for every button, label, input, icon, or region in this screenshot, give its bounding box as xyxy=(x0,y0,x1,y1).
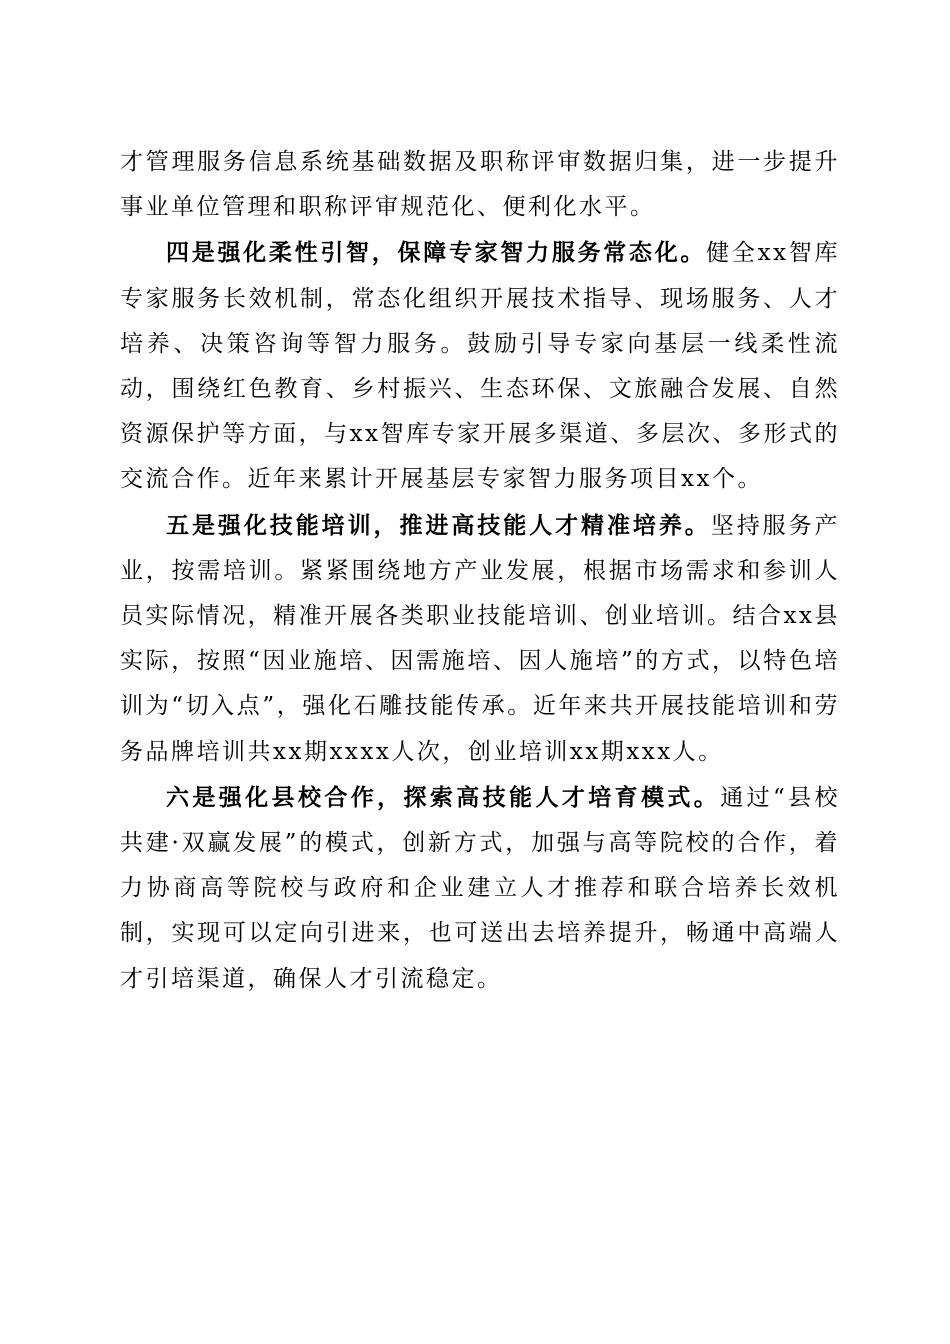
paragraph-text: 健全xx智库专家服务长效机制，常态化组织开展技术指导、现场服务、人才培养、决策咨询等智力服务。鼓励引导专家向基层一线柔性流动，围绕红色教育、乡村振兴、生态环保、文旅融合发展、自然资源保护等方面，与xx智库专家开展多渠道、多层次、多形式的交流合作。近年来累计开展基层专家智力服务项目xx个。 xyxy=(120,240,841,493)
paragraph-text: 坚持服务产业，按需培训。紧紧围绕地方产业发展，根据市场需求和参训人员实际情况，精准开展各类职业技能培训、创业培训。结合xx县实际，按照“因业施培、因需施培、因人施培”的方式，以特色培训为“切入点”，强化石雕技能传承。近年来共开展技能培训和劳务品牌培训共xx期xxxx人次，创业培训xx期xxx人。 xyxy=(120,512,841,765)
paragraph-heading: 四是强化柔性引智，保障专家智力服务常态化。 xyxy=(166,239,707,267)
paragraph-text: 通过“县校共建·双赢发展”的模式，创新方式，加强与高等院校的合作，着力协商高等院校与政府和企业建立人才推荐和联合培养长效机制，实现可以定向引进来，也可送出去培养提升，畅通中高端人才引培渠道，确保人才引流稳定。 xyxy=(120,784,841,992)
paragraph-skills-training xyxy=(120,503,840,775)
paragraph-county-school xyxy=(120,775,840,1002)
paragraph-heading: 六是强化县校合作，探索高技能人才培育模式。 xyxy=(166,783,721,811)
paragraph-continuation xyxy=(120,140,840,230)
paragraph-flexible-talent xyxy=(120,230,840,502)
paragraph-text: 才管理服务信息系统基础数据及职称评审数据归集，进一步提升事业单位管理和职称评审规范化、便利化水平。 xyxy=(120,149,840,221)
document-body xyxy=(120,140,840,1002)
paragraph-heading: 五是强化技能培训，推进高技能人才精准培养。 xyxy=(166,511,711,539)
